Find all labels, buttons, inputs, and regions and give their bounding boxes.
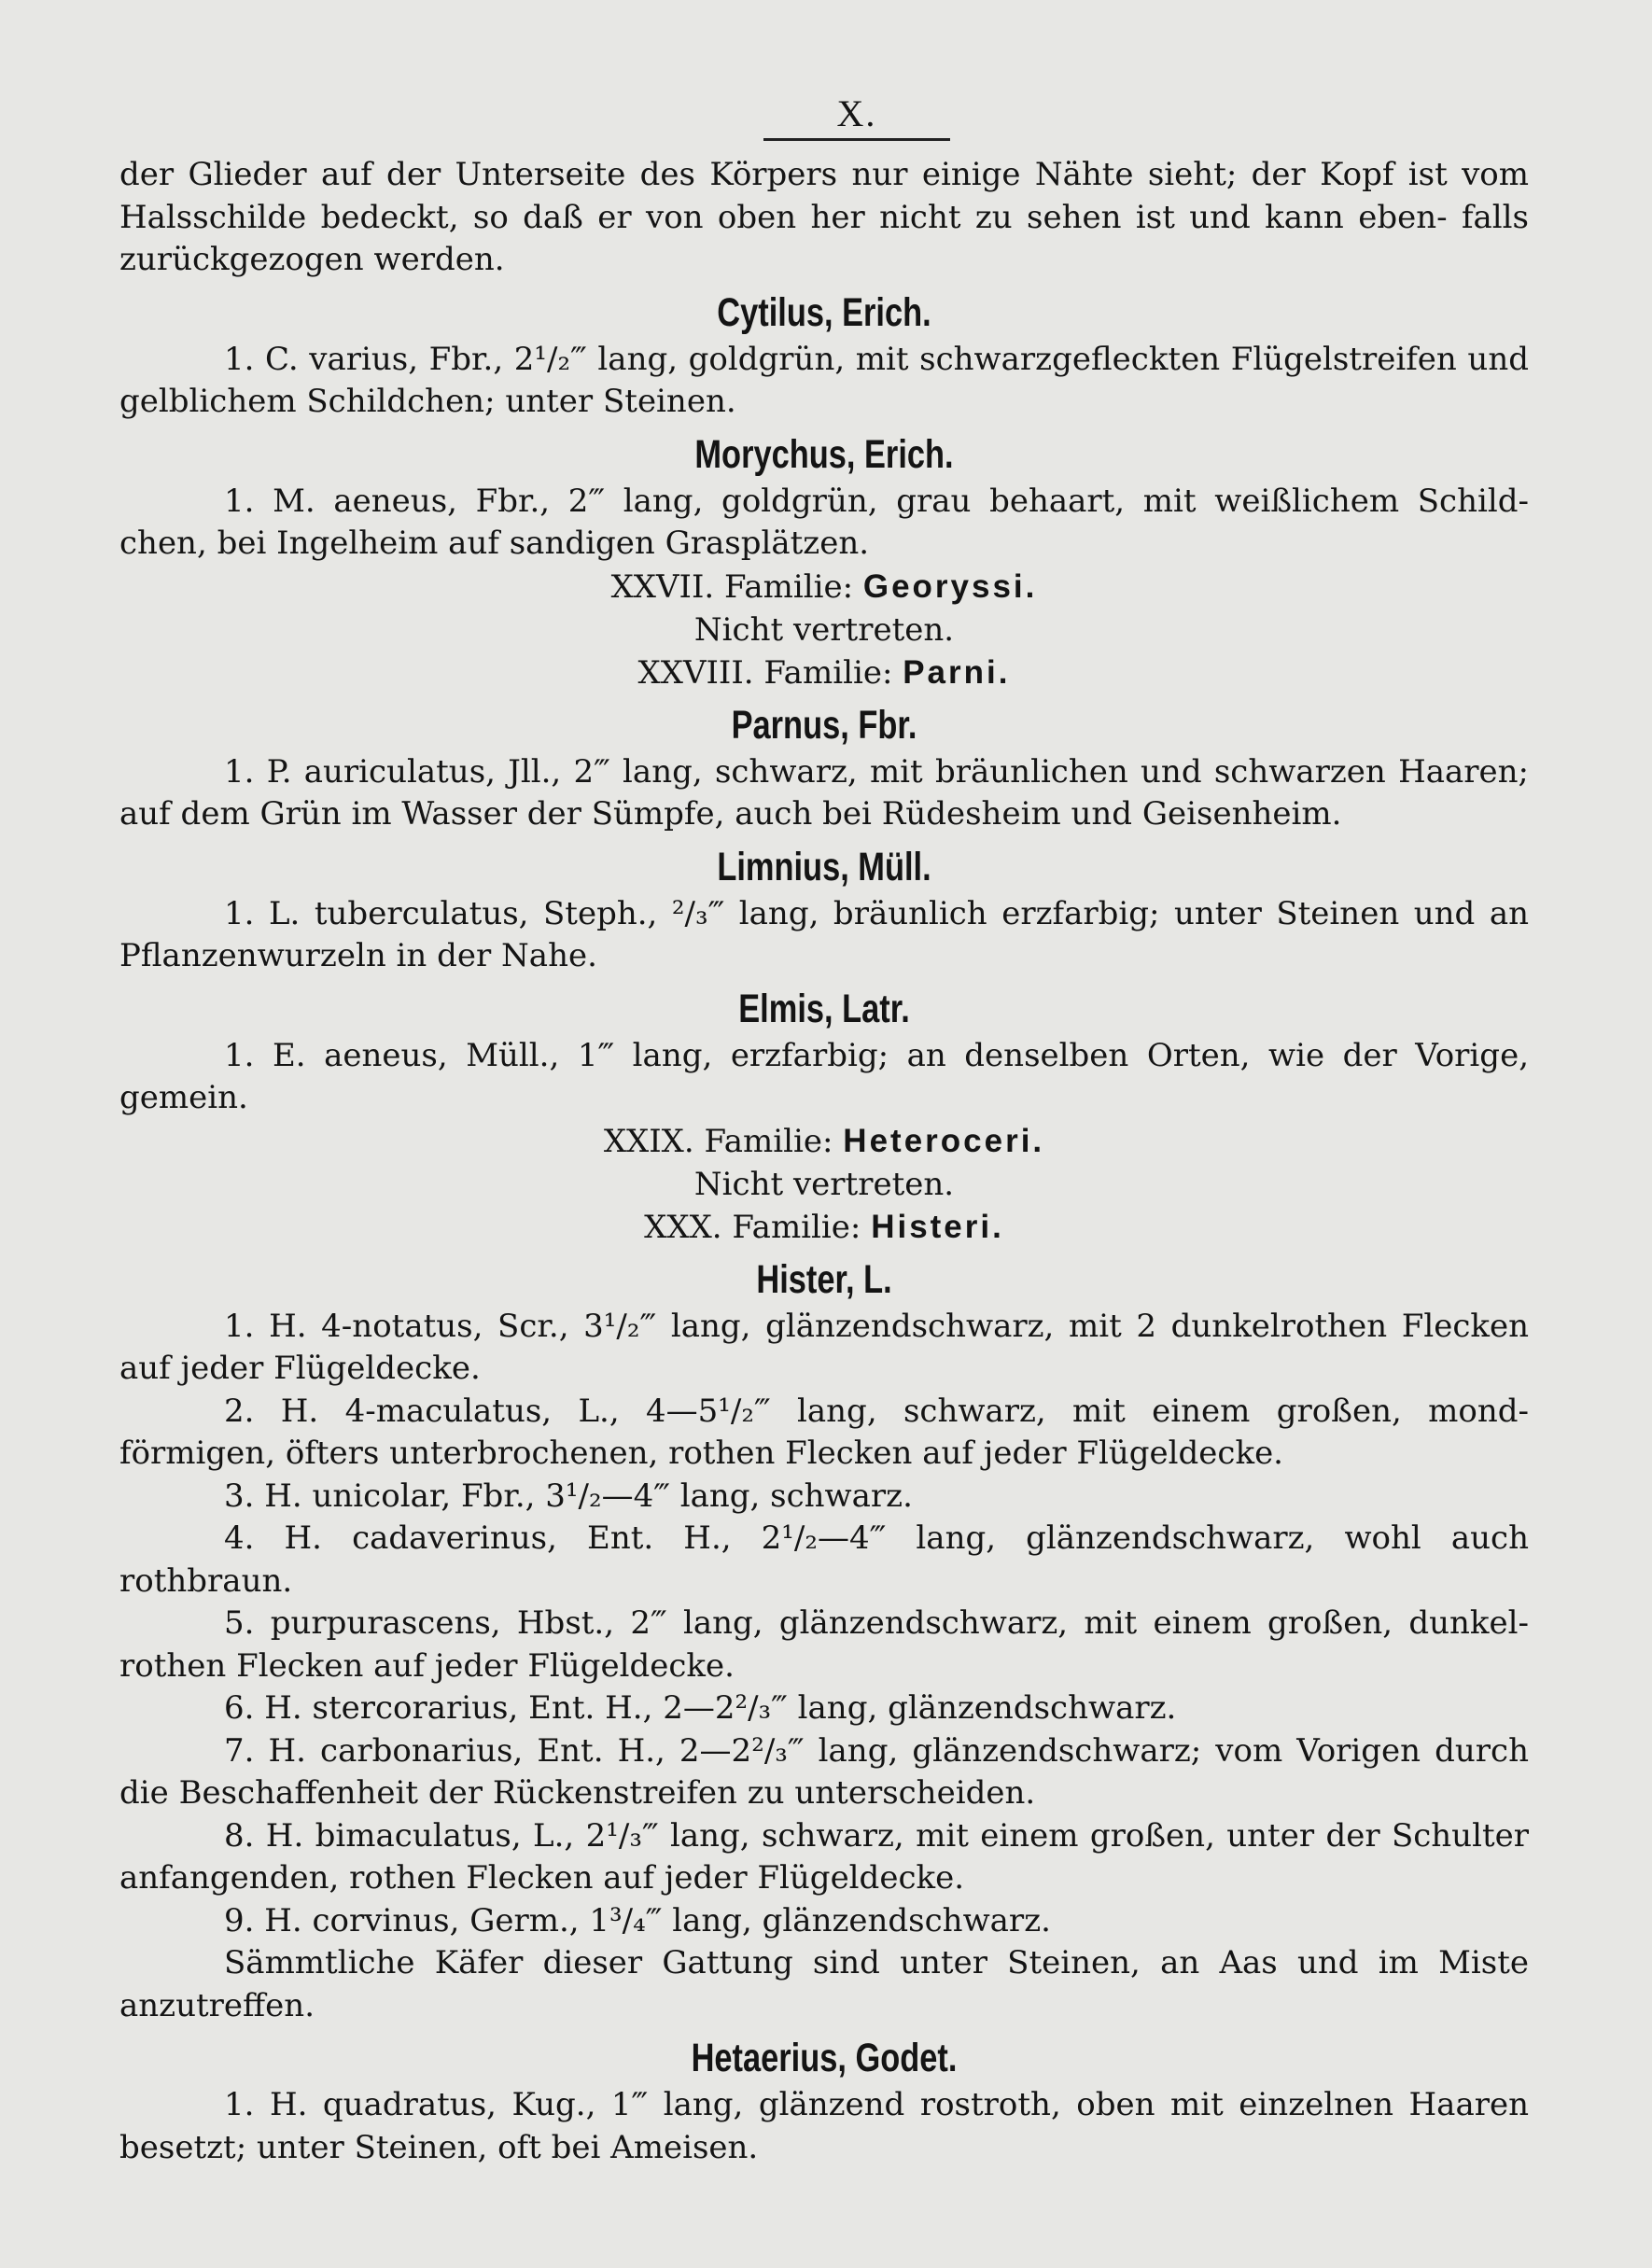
genus-heading-elmis: Elmis, Latr. [738, 986, 910, 1031]
species-entry-hister-4: 4. H. cadaverinus, Ent. H., 2¹/₂—4‴ lang, glänzendschwarz, wohl auch rothbraun. [119, 1519, 1529, 1600]
family-number-28: XXVIII. Familie: [637, 653, 903, 692]
species-entry-hister-9: 9. H. corvinus, Germ., 1³/₄‴ lang, glänzendschwarz. [224, 1901, 1051, 1939]
species-entry-hister-5: 5. purpurascens, Hbst., 2‴ lang, glänzendschwarz, mit einem großen, dunkel- rothen Flecken auf jeder Flügeldecke. [119, 1604, 1529, 1685]
page-folio: X. [836, 92, 877, 134]
family-note-27: Nicht vertreten. [693, 610, 955, 649]
genus-heading-morychus: Morychus, Erich. [694, 431, 954, 477]
species-entry-hister-7: 7. H. carbonarius, Ent. H., 2—2²/₃‴ lang, glänzendschwarz; vom Vorigen durch die Beschaffenheit der Rückenstreifen zu unterscheiden. [119, 1731, 1529, 1812]
family-name-30: Histeri. [871, 1208, 1004, 1245]
genus-heading-hetaerius: Hetaerius, Godet. [691, 2036, 958, 2080]
family-heading-27 [119, 566, 1529, 609]
species-entry-morychus-1: 1. M. aeneus, Fbr., 2‴ lang, goldgrün, grau behaart, mit weißlichem Schild- chen, bei Ingelheim auf sandigen Grasplätzen. [119, 482, 1529, 562]
family-heading-29 [119, 1120, 1529, 1163]
genus-heading-parnus: Parnus, Fbr. [731, 702, 917, 748]
page-content [119, 93, 1529, 2169]
family-note-29: Nicht vertreten. [693, 1165, 955, 1203]
species-entry-cytilus-1: 1. C. varius, Fbr., 2¹/₂‴ lang, goldgrün, mit schwarzgefleckten Flügelstreifen und gelblichem Schildchen; unter Steinen. [119, 340, 1529, 420]
species-entry-parnus-1: 1. P. auriculatus, Jll., 2‴ lang, schwarz, mit bräunlichen und schwarzen Haaren; auf dem Grün im Wasser der Sümpfe, auch bei Rüdesheim und Geisenheim. [119, 752, 1529, 833]
genus-heading-hister: Hister, L. [756, 1256, 892, 1302]
family-name-27: Georyssi. [862, 567, 1038, 605]
genus-note-hister: Sämmtliche Käfer dieser Gattung sind unter Steinen, an Aas und im Miste anzutreffen. [119, 1944, 1529, 2024]
family-number-30: XXX. Familie: [644, 1208, 872, 1246]
family-heading-30 [119, 1206, 1529, 1249]
family-name-29: Heteroceri. [843, 1122, 1045, 1159]
family-name-28: Parni. [903, 653, 1011, 691]
species-entry-hister-2: 2. H. 4-maculatus, L., 4—5¹/₂‴ lang, schwarz, mit einem großen, mond- förmigen, öfters unterbrochenen, rothen Flecken auf jeder Flügeldecke. [119, 1392, 1529, 1472]
intro-paragraph: der Glieder auf der Unterseite des Körpers nur einige Nähte sieht; der Kopf ist vom Halsschilde bedeckt, so daß er von oben her nicht zu sehen ist und kann eben- falls zurückgezogen werden. [119, 156, 1529, 278]
species-entry-hister-6: 6. H. stercorarius, Ent. H., 2—2²/₃‴ lang, glänzendschwarz. [224, 1689, 1177, 1727]
family-number-29: XXIX. Familie: [603, 1122, 844, 1160]
species-entry-elmis-1: 1. E. aeneus, Müll., 1‴ lang, erzfarbig; an denselben Orten, wie der Vorige, gemein. [119, 1036, 1529, 1116]
species-entry-hister-3: 3. H. unicolar, Fbr., 3¹/₂—4‴ lang, schwarz. [224, 1477, 913, 1515]
family-number-27: XXVII. Familie: [610, 567, 863, 606]
genus-heading-limnius: Limnius, Müll. [717, 844, 931, 889]
species-entry-hister-8: 8. H. bimaculatus, L., 2¹/₃‴ lang, schwarz, mit einem großen, unter der Schulter anfangenden, rothen Flecken auf jeder Flügeldecke. [119, 1816, 1529, 1897]
folio-rule [763, 138, 950, 141]
species-entry-limnius-1: 1. L. tuberculatus, Steph., ²/₃‴ lang, bräunlich erzfarbig; unter Steinen und an Pflanzenwurzeln in der Nahe. [119, 894, 1529, 974]
genus-heading-cytilus: Cytilus, Erich. [717, 289, 931, 335]
family-heading-28 [119, 651, 1529, 694]
species-entry-hister-1: 1. H. 4-notatus, Scr., 3¹/₂‴ lang, glänzendschwarz, mit 2 dunkelrothen Flecken auf jeder Flügeldecke. [119, 1307, 1529, 1387]
species-entry-hetaerius-1: 1. H. quadratus, Kug., 1‴ lang, glänzend rostroth, oben mit einzelnen Haaren besetzt; unter Steinen, oft bei Ameisen. [119, 2086, 1529, 2166]
